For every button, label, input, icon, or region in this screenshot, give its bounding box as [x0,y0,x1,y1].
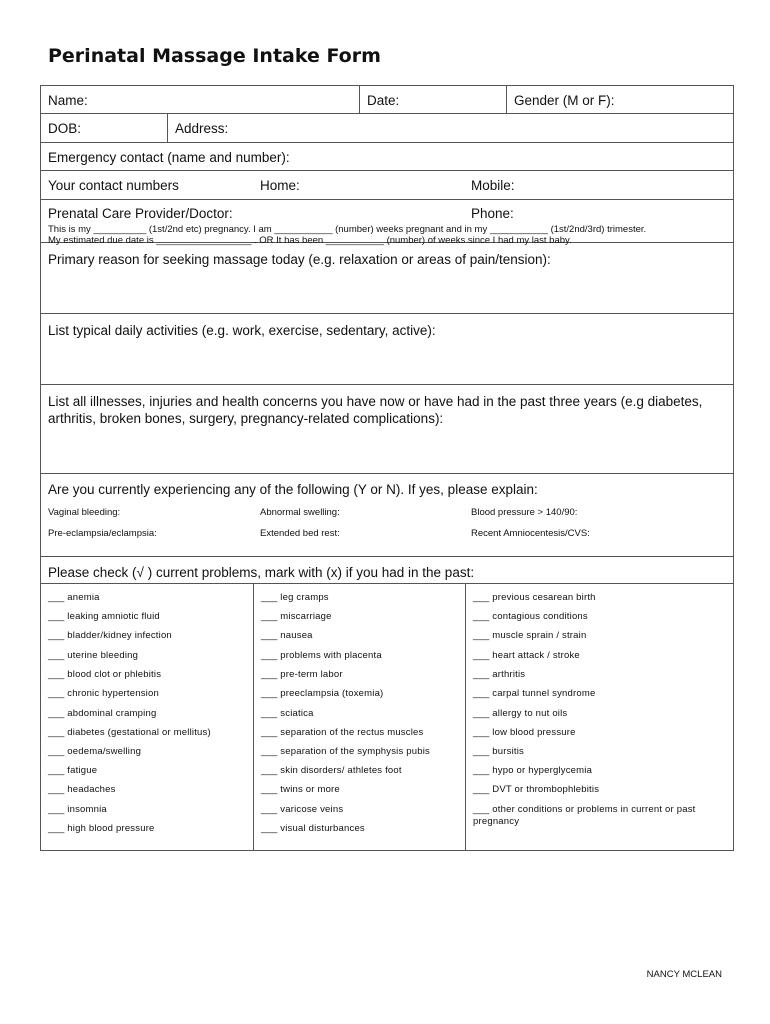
check-insomnia[interactable]: ___ insomnia [48,804,107,815]
dob-field[interactable] [41,114,167,142]
address-label: Address: [175,121,229,136]
check-other-conditions[interactable]: ___ other conditions or problems in current or past [473,804,696,815]
check-leaking-fluid[interactable]: ___ leaking amniotic fluid [48,611,160,622]
emergency-contact-label: Emergency contact (name and number): [48,150,290,165]
amniocentesis-label[interactable]: Recent Amniocentesis/CVS: [471,528,590,539]
checklist-heading: Please check (√ ) current problems, mark with (x) if you had in the past: [48,565,475,580]
gender-field[interactable] [506,86,733,113]
daily-activities-label: List typical daily activities (e.g. work, exercise, sedentary, active): [48,323,436,338]
pregnancy-info-line: This is my __________ (1st/2nd etc) pregnancy. I am ___________ (number) weeks pregnant and in my ___________ (1st/2nd/3rd) trimester. [48,224,647,235]
check-skin-disorders[interactable]: ___ skin disorders/ athletes foot [261,765,402,776]
row-daily-activities[interactable] [41,314,733,385]
contact-numbers-label: Your contact numbers [48,178,179,193]
form-title: Perinatal Massage Intake Form [48,45,381,67]
check-bursitis[interactable]: ___ bursitis [473,746,524,757]
row-current-conditions [41,474,733,557]
row-primary-reason[interactable] [41,243,733,314]
check-uterine-bleeding[interactable]: ___ uterine bleeding [48,650,139,661]
date-field[interactable] [359,86,506,113]
home-label: Home: [260,178,300,193]
check-symphysis-separation[interactable]: ___ separation of the symphysis pubis [261,746,430,757]
vaginal-bleeding-label[interactable]: Vaginal bleeding: [48,507,121,518]
row-name-date-gender [41,86,733,114]
address-field[interactable] [167,114,733,142]
check-bladder-infection[interactable]: ___ bladder/kidney infection [48,630,172,641]
footer-author: NANCY MCLEAN [646,969,722,980]
check-rectus-separation[interactable]: ___ separation of the rectus muscles [261,727,424,738]
check-glycemia[interactable]: ___ hypo or hyperglycemia [473,765,593,776]
check-anemia[interactable]: ___ anemia [48,592,100,603]
check-leg-cramps[interactable]: ___ leg cramps [261,592,329,603]
row-illnesses[interactable] [41,385,733,474]
check-carpal-tunnel[interactable]: ___ carpal tunnel syndrome [473,688,596,699]
blood-pressure-label[interactable]: Blood pressure > 140/90: [471,507,578,518]
check-heart-attack[interactable]: ___ heart attack / stroke [473,650,580,661]
check-diabetes[interactable]: ___ diabetes (gestational or mellitus) [48,727,211,738]
checklist-col-3 [465,584,733,850]
intake-form [40,85,734,851]
check-arthritis[interactable]: ___ arthritis [473,669,526,680]
check-other-conditions-cont: pregnancy [473,816,520,827]
mobile-label: Mobile: [471,178,515,193]
checklist-col-2 [253,584,465,850]
phone-label: Phone: [471,206,514,221]
check-high-blood-pressure[interactable]: ___ high blood pressure [48,823,155,834]
check-pre-term-labor[interactable]: ___ pre-term labor [261,669,343,680]
current-conditions-heading: Are you currently experiencing any of the following (Y or N). If yes, please explain: [48,482,538,497]
check-muscle-sprain[interactable]: ___ muscle sprain / strain [473,630,587,641]
check-cesarean[interactable]: ___ previous cesarean birth [473,592,596,603]
row-provider[interactable] [41,200,733,246]
check-miscarriage[interactable]: ___ miscarriage [261,611,332,622]
check-sciatica[interactable]: ___ sciatica [261,708,314,719]
pre-eclampsia-label[interactable]: Pre-eclampsia/eclampsia: [48,528,157,539]
primary-reason-label: Primary reason for seeking massage today (e.g. relaxation or areas of pain/tension): [48,252,551,267]
check-varicose-veins[interactable]: ___ varicose veins [261,804,344,815]
check-low-blood-pressure[interactable]: ___ low blood pressure [473,727,576,738]
check-headaches[interactable]: ___ headaches [48,784,116,795]
checklist-col-1 [41,584,253,850]
row-emergency[interactable] [41,143,733,171]
dob-label: DOB: [48,121,82,136]
row-dob-address [41,114,733,143]
abnormal-swelling-label[interactable]: Abnormal swelling: [260,507,340,518]
check-nausea[interactable]: ___ nausea [261,630,313,641]
check-placenta[interactable]: ___ problems with placenta [261,650,382,661]
check-fatigue[interactable]: ___ fatigue [48,765,98,776]
check-visual-disturbances[interactable]: ___ visual disturbances [261,823,365,834]
date-label: Date: [367,93,400,108]
checklist-table [41,584,733,850]
bed-rest-label[interactable]: Extended bed rest: [260,528,340,539]
check-chronic-hypertension[interactable]: ___ chronic hypertension [48,688,159,699]
check-blood-clot[interactable]: ___ blood clot or phlebitis [48,669,162,680]
provider-label: Prenatal Care Provider/Doctor: [48,206,233,221]
check-contagious[interactable]: ___ contagious conditions [473,611,588,622]
row-check-heading [41,557,733,584]
check-dvt[interactable]: ___ DVT or thrombophlebitis [473,784,600,795]
check-abdominal-cramping[interactable]: ___ abdominal cramping [48,708,157,719]
check-oedema[interactable]: ___ oedema/swelling [48,746,142,757]
row-contact-numbers[interactable] [41,171,733,200]
check-nut-allergy[interactable]: ___ allergy to nut oils [473,708,568,719]
illnesses-label: List all illnesses, injuries and health concerns you have now or have had in the past three years (e.g diabetes, arthritis, broken bones, surgery, pregnancy-related complications): [48,394,703,426]
name-field[interactable] [41,86,359,113]
name-label: Name: [48,93,88,108]
check-preeclampsia[interactable]: ___ preeclampsia (toxemia) [261,688,384,699]
check-twins[interactable]: ___ twins or more [261,784,340,795]
due-date-line: My estimated due date is __________________ . OR It has been ___________ (number) of weeks since I had my last baby. [48,235,572,246]
gender-label: Gender (M or F): [514,93,615,108]
